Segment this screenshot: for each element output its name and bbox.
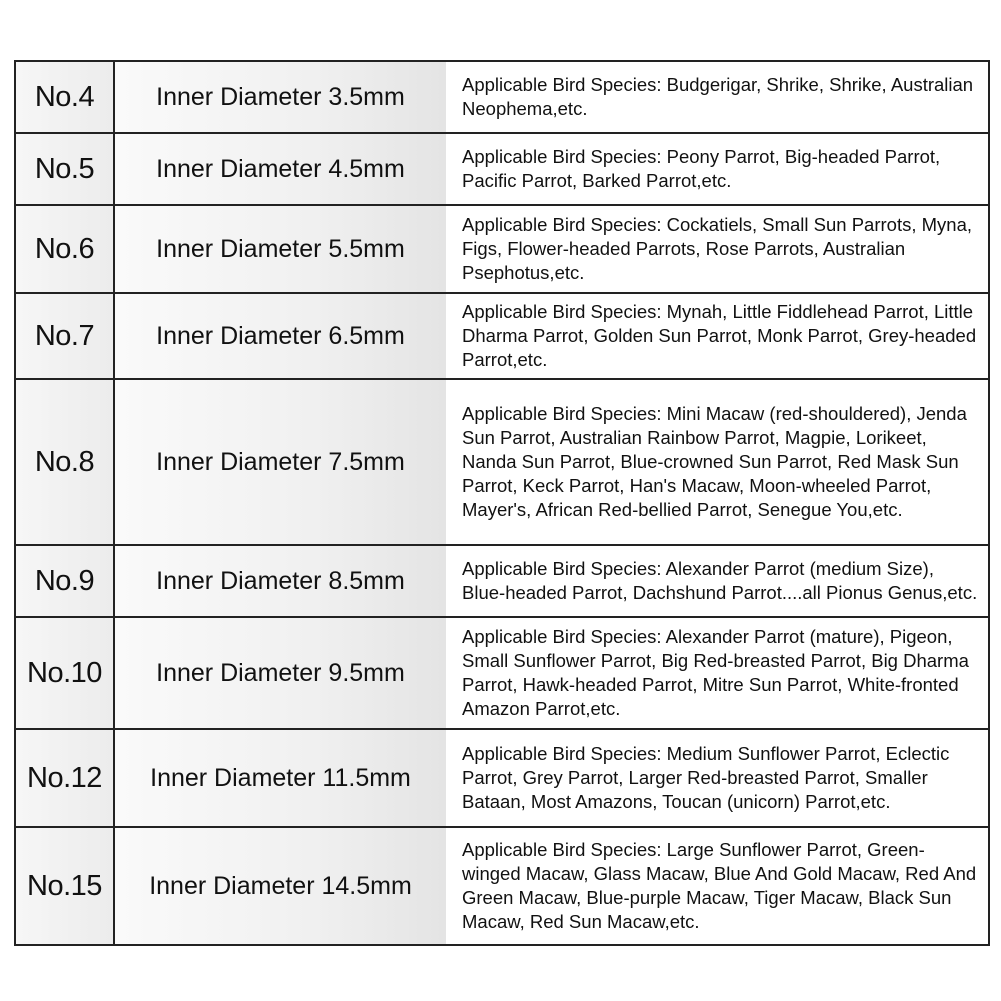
table-row	[16, 294, 988, 380]
size-number: No.8	[16, 380, 115, 544]
table-row	[16, 618, 988, 730]
inner-diameter: Inner Diameter 5.5mm	[115, 206, 446, 292]
table-row	[16, 206, 988, 294]
inner-diameter: Inner Diameter 9.5mm	[115, 618, 446, 728]
inner-diameter: Inner Diameter 14.5mm	[115, 828, 446, 944]
table-row	[16, 62, 988, 134]
inner-diameter: Inner Diameter 7.5mm	[115, 380, 446, 544]
size-number: No.9	[16, 546, 115, 616]
table-row	[16, 730, 988, 828]
inner-diameter: Inner Diameter 11.5mm	[115, 730, 446, 826]
size-number: No.7	[16, 294, 115, 378]
size-number: No.10	[16, 618, 115, 728]
applicable-species: Applicable Bird Species: Alexander Parrot (mature), Pigeon, Small Sunflower Parrot, Big Red-breasted Parrot, Big Dharma Parrot, Hawk-headed Parrot, Mitre Sun Parrot, White-fronted Amazon Parrot,etc.	[446, 618, 988, 728]
applicable-species: Applicable Bird Species: Medium Sunflower Parrot, Eclectic Parrot, Grey Parrot, Larger Red-breasted Parrot, Smaller Bataan, Most Amazons, Toucan (unicorn) Parrot,etc.	[446, 730, 988, 826]
table-row	[16, 828, 988, 944]
applicable-species: Applicable Bird Species: Mynah, Little Fiddlehead Parrot, Little Dharma Parrot, Golden Sun Parrot, Monk Parrot, Grey-headed Parrot,etc.	[446, 294, 988, 378]
size-number: No.4	[16, 62, 115, 132]
inner-diameter: Inner Diameter 3.5mm	[115, 62, 446, 132]
size-number: No.5	[16, 134, 115, 204]
inner-diameter: Inner Diameter 8.5mm	[115, 546, 446, 616]
size-number: No.15	[16, 828, 115, 944]
table-row	[16, 380, 988, 546]
size-number: No.12	[16, 730, 115, 826]
ring-size-table	[14, 60, 990, 946]
inner-diameter: Inner Diameter 4.5mm	[115, 134, 446, 204]
applicable-species: Applicable Bird Species: Alexander Parrot (medium Size), Blue-headed Parrot, Dachshund Parrot....all Pionus Genus,etc.	[446, 546, 988, 616]
size-number: No.6	[16, 206, 115, 292]
table-row	[16, 546, 988, 618]
applicable-species: Applicable Bird Species: Budgerigar, Shrike, Shrike, Australian Neophema,etc.	[446, 62, 988, 132]
applicable-species: Applicable Bird Species: Large Sunflower Parrot, Green-winged Macaw, Glass Macaw, Blue And Gold Macaw, Red And Green Macaw, Blue-purple Macaw, Tiger Macaw, Black Sun Macaw, Red Sun Macaw,etc.	[446, 828, 988, 944]
applicable-species: Applicable Bird Species: Peony Parrot, Big-headed Parrot, Pacific Parrot, Barked Parrot,etc.	[446, 134, 988, 204]
applicable-species: Applicable Bird Species: Mini Macaw (red-shouldered), Jenda Sun Parrot, Australian Rainbow Parrot, Magpie, Lorikeet, Nanda Sun Parrot, Blue-crowned Sun Parrot, Red Mask Sun Parrot, Keck Parrot, Han's Macaw, Moon-wheeled Parrot, Mayer's, African Red-bellied Parrot, Senegue You,etc.	[446, 380, 988, 544]
inner-diameter: Inner Diameter 6.5mm	[115, 294, 446, 378]
table-row	[16, 134, 988, 206]
applicable-species: Applicable Bird Species: Cockatiels, Small Sun Parrots, Myna, Figs, Flower-headed Parrots, Rose Parrots, Australian Psephotus,etc.	[446, 206, 988, 292]
